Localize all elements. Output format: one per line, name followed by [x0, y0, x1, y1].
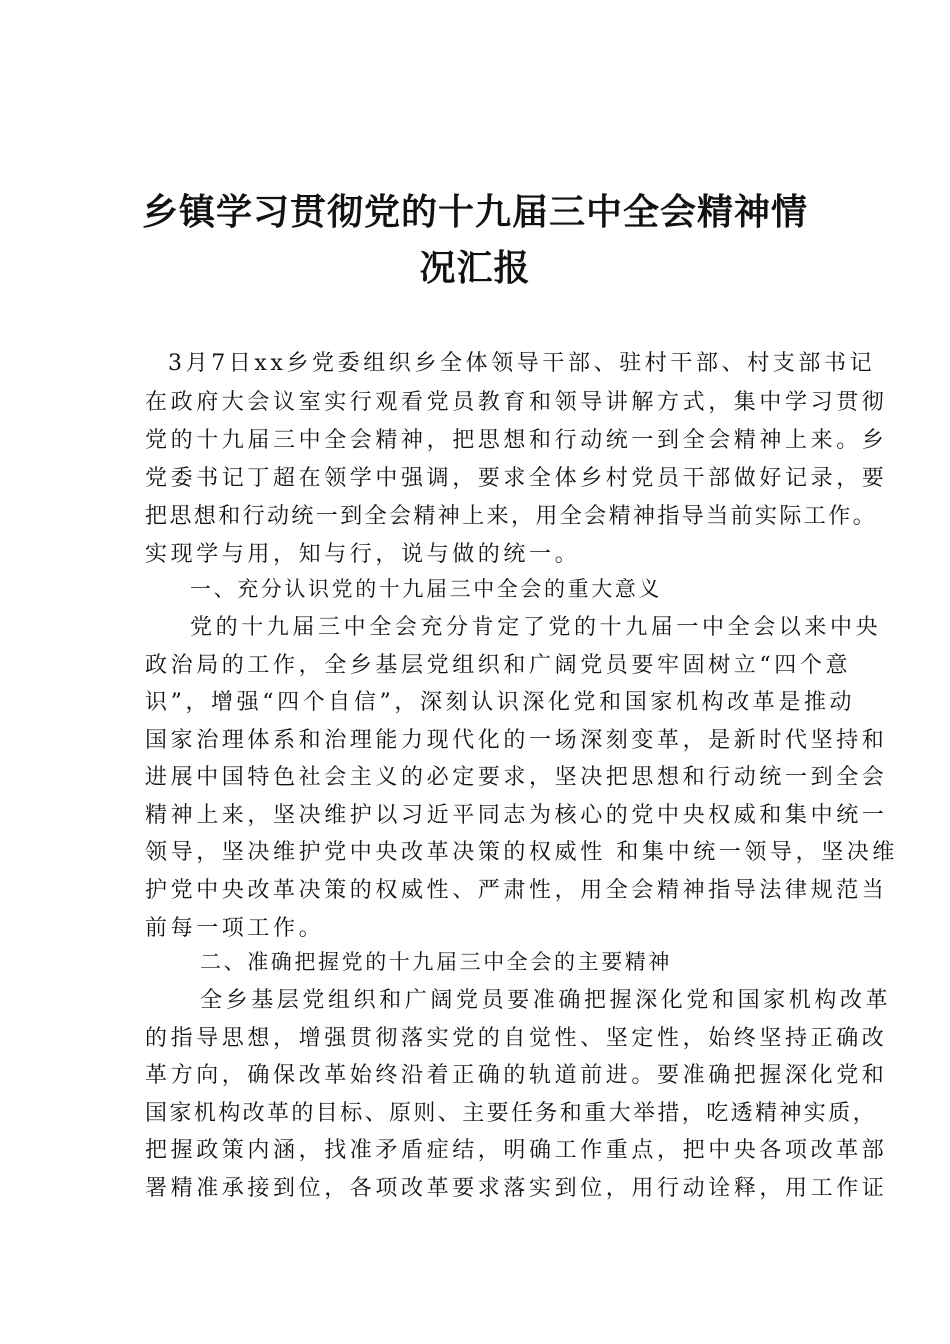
- paragraph-2-line-2: 政治局的工作，全乡基层党组织和广阔党员要牢固树立“四个意: [145, 653, 852, 678]
- section-heading-1: 一、充分认识党的十九届三中全会的重大意义: [190, 577, 662, 601]
- paragraph-3-line-3: 革方向，确保改革始终沿着正确的轨道前进。要准确把握深化党和: [145, 1063, 888, 1088]
- paragraph-2-line-8: 护党中央改革决策的权威性、严肃性，用全会精神指导法律规范当: [145, 878, 888, 903]
- paragraph-1-line-2: 在政府大会议室实行观看党员教育和领导讲解方式，集中学习贯彻: [145, 390, 888, 415]
- section-heading-2: 二、准确把握党的十九届三中全会的主要精神: [200, 950, 672, 974]
- paragraph-2-line-4: 国家治理体系和治理能力现代化的一场深刻变革，是新时代坚持和: [145, 728, 888, 753]
- paragraph-1-line-5: 把思想和行动统一到全会精神上来，用全会精神指导当前实际工作。: [145, 504, 878, 529]
- paragraph-1-line-4: 党委书记丁超在领学中强调，要求全体乡村党员干部做好记录，要: [145, 466, 888, 491]
- paragraph-2-line-1: 党的十九届三中全会充分肯定了党的十九届一中全会以来中央: [190, 615, 882, 640]
- paragraph-3-line-1: 全乡基层党组织和广阔党员要准确把握深化党和国家机构改革: [200, 988, 892, 1013]
- paragraph-2-line-9: 前每一项工作。: [145, 916, 325, 941]
- document-title-line-2: 况汇报: [419, 248, 531, 289]
- paragraph-1-line-3: 党的十九届三中全会精神，把思想和行动统一到全会精神上来。乡: [145, 428, 888, 453]
- document-title-line-1: 乡镇学习贯彻党的十九届三中全会精神情: [141, 192, 808, 233]
- paragraph-2-line-7: 领导，坚决维护党中央改革决策的权威性 和集中统一领导，坚决维: [145, 840, 898, 865]
- paragraph-3-line-5: 把握政策内涵，找准矛盾症结，明确工作重点，把中央各项改革部: [145, 1138, 888, 1163]
- paragraph-1-line-6: 实现学与用，知与行，说与做的统一。: [145, 542, 581, 567]
- paragraph-2-line-5: 进展中国特色社会主义的必定要求，坚决把思想和行动统一到全会: [145, 765, 888, 790]
- paragraph-2-line-3: 识”，增强“四个自信”，深刻认识深化党和国家机构改革是推动: [145, 690, 856, 715]
- paragraph-3-line-6: 署精准承接到位，各项改革要求落实到位，用行动诠释，用工作证: [145, 1176, 888, 1201]
- paragraph-3-line-4: 国家机构改革的目标、原则、主要任务和重大举措，吃透精神实质，: [145, 1101, 878, 1126]
- paragraph-1-line-1: 3月7日xx乡党委组织乡全体领导干部、驻村干部、村支部书记: [168, 351, 876, 376]
- paragraph-3-line-2: 的指导思想，增强贯彻落实党的自觉性、坚定性，始终坚持正确改: [145, 1026, 888, 1051]
- paragraph-2-line-6: 精神上来，坚决维护以习近平同志为核心的党中央权威和集中统一: [145, 803, 888, 828]
